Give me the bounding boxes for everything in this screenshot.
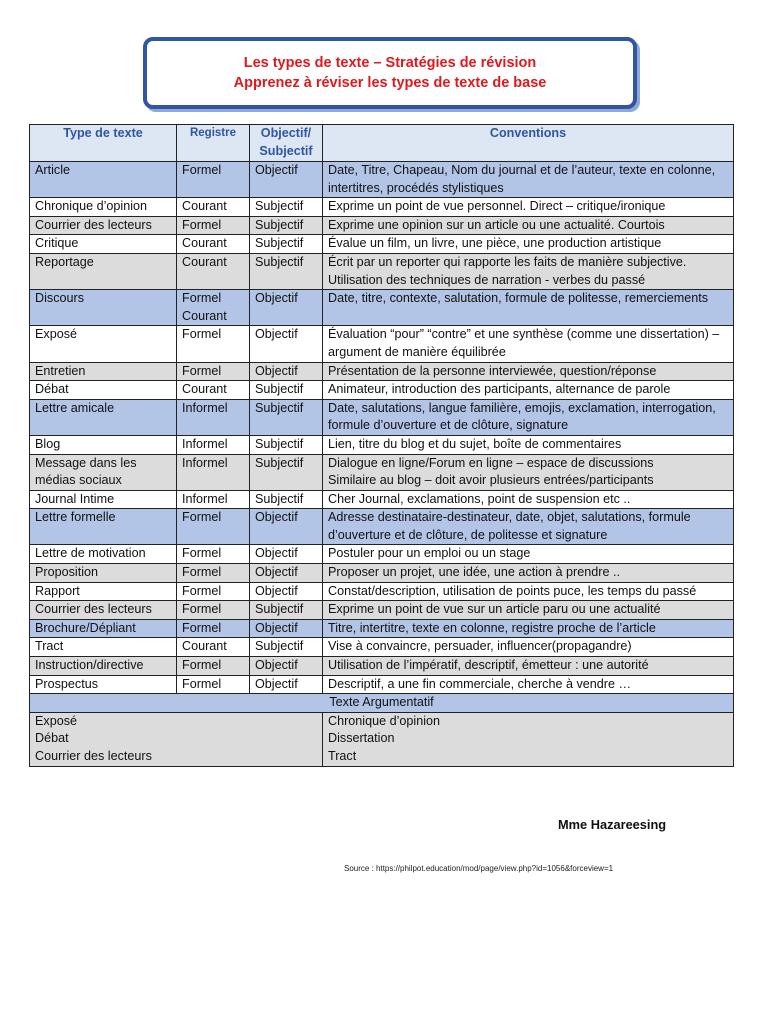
table-row [30,564,734,583]
type-cell: Blog [30,435,177,454]
conventions-cell: Présentation de la personne interviewée, question/réponse [323,362,734,381]
argumentatif-item: Tract [328,749,357,763]
registre-cell: Courant [177,253,250,289]
objectif-cell: Objectif [250,657,323,676]
argumentatif-item: Chronique d’opinion [328,713,441,728]
registre-cell: Informel [177,435,250,454]
registre-cell: Courant [177,235,250,254]
objectif-cell: Objectif [250,290,323,326]
table-header-row [30,125,734,162]
conventions-cell: Lien, titre du blog et du sujet, boîte de commentaires [323,435,734,454]
conventions-cell: Titre, intertitre, texte en colonne, registre proche de l’article [323,619,734,638]
objectif-cell: Objectif [250,326,323,362]
registre-cell: Formel [177,619,250,638]
argumentatif-list-row [30,712,734,766]
registre-cell: Courant [177,638,250,657]
conventions-cell: Postuler pour un emploi ou un stage [323,545,734,564]
registre-cell: Informel [177,399,250,435]
objectif-cell: Objectif [250,362,323,381]
objectif-cell: Subjectif [250,638,323,657]
registre-cell: Formel [177,362,250,381]
objectif-cell: Subjectif [250,216,323,235]
registre-cell: Formel [177,675,250,694]
conventions-cell: Utilisation de l’impératif, descriptif, émetteur : une autorité [323,657,734,676]
objectif-cell: Objectif [250,582,323,601]
table-row [30,235,734,254]
conventions-cell: Vise à convaincre, persuader, influencer(propagandre) [323,638,734,657]
author-signature: Mme Hazareesing [558,817,667,832]
table-row [30,198,734,217]
conventions-cell: Cher Journal, exclamations, point de suspension etc .. [323,490,734,509]
conventions-cell: Exprime une opinion sur un article ou une actualité. Courtois [323,216,734,235]
conventions-cell: Écrit par un reporter qui rapporte les faits de manière subjective. Utilisation des techniques de narration - verbes du passé [323,253,734,289]
conventions-cell: Date, Titre, Chapeau, Nom du journal et de l’auteur, texte en colonne, intertitres, procédés stylistiques [323,162,734,198]
table-row [30,435,734,454]
objectif-cell: Subjectif [250,454,323,490]
type-cell: Entretien [30,362,177,381]
registre-cell: Formel [177,564,250,583]
table-row [30,216,734,235]
registre-cell: Formel [177,545,250,564]
source-line: Source : https://philpot.education/mod/page/view.php?id=1056&forceview=1 [344,864,614,873]
conventions-cell: Adresse destinataire-destinateur, date, objet, salutations, formule d’ouverture et de clôture, de politesse et signature [323,509,734,545]
conventions-cell: Descriptif, a une fin commerciale, cherche à vendre … [323,675,734,694]
registre-cell: Formel [177,216,250,235]
type-cell: Message dans les médias sociaux [30,454,177,490]
table-row [30,545,734,564]
argumentatif-heading-row [30,694,734,713]
table-row [30,509,734,545]
conventions-cell: Date, titre, contexte, salutation, formule de politesse, remerciements [323,290,734,326]
registre-cell: Formel [177,657,250,676]
objectif-cell: Subjectif [250,490,323,509]
objectif-cell: Subjectif [250,381,323,400]
table-row [30,582,734,601]
header-conventions: Conventions [323,125,734,162]
objectif-cell: Subjectif [250,601,323,620]
objectif-cell: Subjectif [250,253,323,289]
title-box [143,37,637,109]
header-type: Type de texte [30,125,177,162]
registre-cell: Formel [177,582,250,601]
objectif-cell: Objectif [250,545,323,564]
type-cell: Discours [30,290,177,326]
table-row [30,290,734,326]
type-cell: Prospectus [30,675,177,694]
conventions-cell: Animateur, introduction des participants, alternance de parole [323,381,734,400]
registre-cell: Formel [177,509,250,545]
type-cell: Lettre amicale [30,399,177,435]
objectif-cell: Objectif [250,675,323,694]
type-cell: Rapport [30,582,177,601]
argumentatif-left [30,712,323,766]
table-row [30,381,734,400]
table-row [30,619,734,638]
table-row [30,162,734,198]
table-row [30,490,734,509]
table-row [30,638,734,657]
objectif-cell: Subjectif [250,198,323,217]
type-cell: Chronique d’opinion [30,198,177,217]
registre-cell: Formel [177,162,250,198]
table-row [30,454,734,490]
registre-cell: Courant [177,198,250,217]
registre-cell: Formel [177,326,250,362]
registre-cell: Informel [177,454,250,490]
argumentatif-item: Débat [35,731,69,746]
title-line-1: Les types de texte – Stratégies de révision [243,55,537,71]
type-cell: Courrier des lecteurs [30,601,177,620]
registre-cell: Formel [177,601,250,620]
header-registre: Registre [177,125,250,162]
conventions-cell: Proposer un projet, une idée, une action à prendre .. [323,564,734,583]
type-cell: Courrier des lecteurs [30,216,177,235]
header-objectif: Objectif/ Subjectif [250,125,323,162]
objectif-cell: Objectif [250,564,323,583]
table-row [30,399,734,435]
conventions-cell: Constat/description, utilisation de points puce, les temps du passé [323,582,734,601]
conventions-cell: Exprime un point de vue personnel. Direct – critique/ironique [323,198,734,217]
objectif-cell: Subjectif [250,399,323,435]
argumentatif-right [323,712,734,766]
argumentatif-item: Courrier des lecteurs [35,749,152,763]
type-cell: Débat [30,381,177,400]
table-row [30,675,734,694]
table-row [30,601,734,620]
title-line-2: Apprenez à réviser les types de texte de base [233,75,547,91]
type-cell: Reportage [30,253,177,289]
type-cell: Lettre formelle [30,509,177,545]
conventions-cell: Exprime un point de vue sur un article paru ou une actualité [323,601,734,620]
table-row [30,362,734,381]
type-cell: Brochure/Dépliant [30,619,177,638]
objectif-cell: Subjectif [250,435,323,454]
type-cell: Journal Intime [30,490,177,509]
conventions-cell: Évaluation “pour” “contre” et une synthèse (comme une dissertation) – argument de manière équilibrée [323,326,734,362]
conventions-cell: Date, salutations, langue familière, emojis, exclamation, interrogation, formule d’ouverture et de clôture, signature [323,399,734,435]
objectif-cell: Subjectif [250,235,323,254]
registre-cell: Informel [177,490,250,509]
type-cell: Critique [30,235,177,254]
type-cell: Lettre de motivation [30,545,177,564]
type-cell: Tract [30,638,177,657]
objectif-cell: Objectif [250,162,323,198]
table-row [30,657,734,676]
conventions-cell: Évalue un film, un livre, une pièce, une production artistique [323,235,734,254]
argumentatif-heading: Texte Argumentatif [30,694,734,713]
table-row [30,253,734,289]
registre-cell: Formel Courant [177,290,250,326]
type-cell: Article [30,162,177,198]
objectif-cell: Objectif [250,509,323,545]
argumentatif-item: Exposé [35,713,78,728]
type-cell: Exposé [30,326,177,362]
type-cell: Proposition [30,564,177,583]
type-cell: Instruction/directive [30,657,177,676]
registre-cell: Courant [177,381,250,400]
text-types-table [29,124,734,767]
table-row [30,326,734,362]
argumentatif-item: Dissertation [328,731,395,746]
conventions-cell: Dialogue en ligne/Forum en ligne – espace de discussions Similaire au blog – doit avoir plusieurs entrées/participants [323,454,734,490]
objectif-cell: Objectif [250,619,323,638]
